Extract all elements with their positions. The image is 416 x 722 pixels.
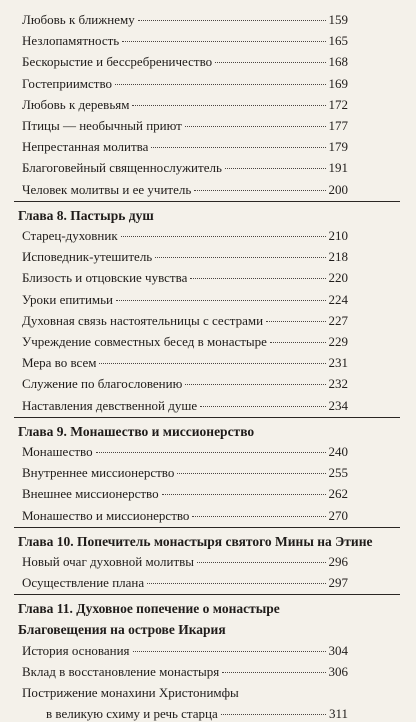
- toc-entry-title: Любовь к деревьям: [22, 96, 130, 112]
- toc-entry-title: Гостеприимство: [22, 75, 113, 91]
- dot-leader: [151, 147, 325, 148]
- toc-entry-title: Бескорыстие и бессребреничество: [22, 54, 213, 70]
- toc-entry-title: Служение по благословению: [22, 376, 183, 392]
- toc-entry-title: Благоговейный священнослужитель: [22, 160, 222, 176]
- dot-leader: [138, 20, 326, 21]
- toc-entry-page: 200: [328, 181, 348, 197]
- toc-entry-page: 311: [328, 706, 348, 722]
- section-divider: [14, 594, 400, 595]
- toc-entry-title: в великую схиму и речь старца: [46, 706, 218, 722]
- toc-entry: [22, 486, 348, 502]
- toc-entry: [22, 249, 348, 265]
- toc-entry: [22, 54, 348, 70]
- dot-leader: [96, 452, 326, 453]
- toc-entry-title: Близость и отцовские чувства: [22, 270, 188, 286]
- toc-entry: [22, 575, 348, 591]
- toc-entry: [22, 376, 348, 392]
- dot-leader: [132, 105, 325, 106]
- toc-entry: [22, 12, 348, 28]
- dot-leader: [222, 672, 325, 673]
- toc-entry-title: Вклад в восстановление монастыря: [22, 664, 220, 679]
- toc-entry: [22, 97, 348, 113]
- toc-entry-page: 224: [328, 291, 348, 307]
- toc-entry-title: Монашество: [22, 444, 93, 459]
- toc-entry: [46, 706, 348, 722]
- toc-entry-page: 218: [328, 249, 348, 265]
- toc-entry-page: 234: [328, 397, 348, 413]
- dot-leader: [115, 84, 325, 85]
- toc-entry-page: 220: [328, 270, 348, 286]
- toc-entry-page: 229: [328, 334, 348, 349]
- section-divider: [14, 527, 400, 528]
- chapter-heading: Глава 10. Попечитель монастыря святого Мины на Этине: [18, 533, 373, 549]
- toc-entry-title: Птицы — необычный приют: [22, 118, 182, 133]
- dot-leader: [190, 278, 325, 279]
- dot-leader: [215, 62, 325, 63]
- toc-entry-page: 232: [328, 376, 348, 392]
- dot-leader: [133, 651, 326, 652]
- dot-leader: [177, 473, 325, 474]
- toc-entry: [22, 685, 348, 701]
- toc-entry-page: 159: [328, 12, 348, 27]
- toc-entry-page: 177: [328, 118, 348, 133]
- toc-entry: [22, 182, 348, 198]
- toc-entry-page: 306: [328, 664, 348, 679]
- toc-entry: [22, 398, 348, 414]
- toc-entry: [22, 334, 348, 350]
- toc-entry: [22, 664, 348, 680]
- dot-leader: [122, 41, 325, 42]
- dot-leader: [194, 190, 325, 191]
- toc-entry-title: Новый очаг духовной молитвы: [22, 554, 194, 569]
- toc-entry: [22, 139, 348, 155]
- toc-entry-title: Непрестанная молитва: [22, 139, 149, 155]
- section-divider: [14, 417, 400, 418]
- toc-entry-title: Духовная связь настоятельницы с сестрами: [22, 312, 264, 328]
- dot-leader: [162, 494, 326, 495]
- section-divider: [14, 201, 400, 202]
- toc-entry-page: 262: [328, 486, 348, 502]
- toc-entry: [22, 118, 348, 134]
- dot-leader: [221, 714, 326, 715]
- toc-entry-page: 168: [328, 54, 348, 70]
- dot-leader: [225, 168, 326, 169]
- toc-entry: [22, 465, 348, 481]
- toc-entry: [22, 270, 348, 286]
- toc-entry-title: Монашество и миссионерство: [22, 507, 190, 523]
- toc-entry-title: История основания: [22, 642, 130, 658]
- toc-entry: [22, 292, 348, 308]
- dot-leader: [155, 257, 325, 258]
- toc-entry-page: 227: [328, 312, 348, 328]
- toc-entry-title: Внешнее миссионерство: [22, 486, 159, 502]
- dot-leader: [185, 126, 326, 127]
- toc-entry-title: Осуществление плана: [22, 575, 145, 591]
- toc-entry: [22, 508, 348, 524]
- toc-entry-title: Исповедник-утешитель: [22, 249, 153, 265]
- toc-entry-title: Учреждение совместных бесед в монастыре: [22, 334, 267, 349]
- toc-entry-title: Внутреннее миссионерство: [22, 465, 175, 481]
- toc-entry-page: 165: [328, 33, 348, 49]
- toc-entry: [22, 444, 348, 460]
- dot-leader: [99, 363, 325, 364]
- dot-leader: [192, 516, 325, 517]
- toc-entry-title: Любовь к ближнему: [22, 12, 135, 27]
- toc-entry: [22, 76, 348, 92]
- chapter-heading: Глава 11. Духовное попечение о монастыре: [18, 601, 280, 617]
- dot-leader: [116, 300, 325, 301]
- toc-entry: [22, 643, 348, 659]
- toc-entry: [22, 228, 348, 244]
- chapter-heading-line2: Благовещения на острове Икария: [18, 621, 226, 637]
- dot-leader: [270, 342, 326, 343]
- toc-entry: [22, 313, 348, 329]
- toc-entry-title: Уроки епитимьи: [22, 291, 114, 307]
- toc-entry-page: 240: [328, 444, 348, 459]
- toc-entry-page: 172: [328, 96, 348, 112]
- toc-entry-page: 304: [328, 642, 348, 658]
- toc-entry-title: Пострижение монахини Христонимфы: [22, 685, 239, 701]
- toc-entry-page: 210: [328, 228, 348, 243]
- toc-entry: [22, 33, 348, 49]
- toc-entry-page: 270: [328, 507, 348, 523]
- toc-entry-page: 297: [328, 575, 348, 591]
- toc-entry-page: 231: [328, 355, 348, 371]
- toc-entry-page: 255: [328, 465, 348, 481]
- chapter-heading: Глава 9. Монашество и миссионерство: [18, 423, 255, 439]
- toc-entry-page: 296: [328, 554, 348, 569]
- dot-leader: [200, 406, 325, 407]
- toc-entry-title: Наставления девственной душе: [22, 397, 198, 413]
- toc-entry-page: 191: [328, 160, 348, 176]
- toc-entry-page: 179: [328, 139, 348, 155]
- toc-entry-title: Человек молитвы и ее учитель: [22, 181, 192, 197]
- dot-leader: [185, 384, 325, 385]
- dot-leader: [147, 583, 325, 584]
- chapter-heading: Глава 8. Пастырь душ: [18, 207, 154, 223]
- toc-entry-page: 169: [328, 75, 348, 91]
- toc-entry-title: Старец-духовник: [22, 228, 118, 243]
- dot-leader: [266, 321, 325, 322]
- toc-entry-title: Мера во всем: [22, 355, 97, 371]
- dot-leader: [197, 562, 326, 563]
- toc-entry: [22, 554, 348, 570]
- toc-entry-title: Незлопамятность: [22, 33, 120, 49]
- toc-entry: [22, 160, 348, 176]
- toc-entry: [22, 355, 348, 371]
- dot-leader: [121, 236, 326, 237]
